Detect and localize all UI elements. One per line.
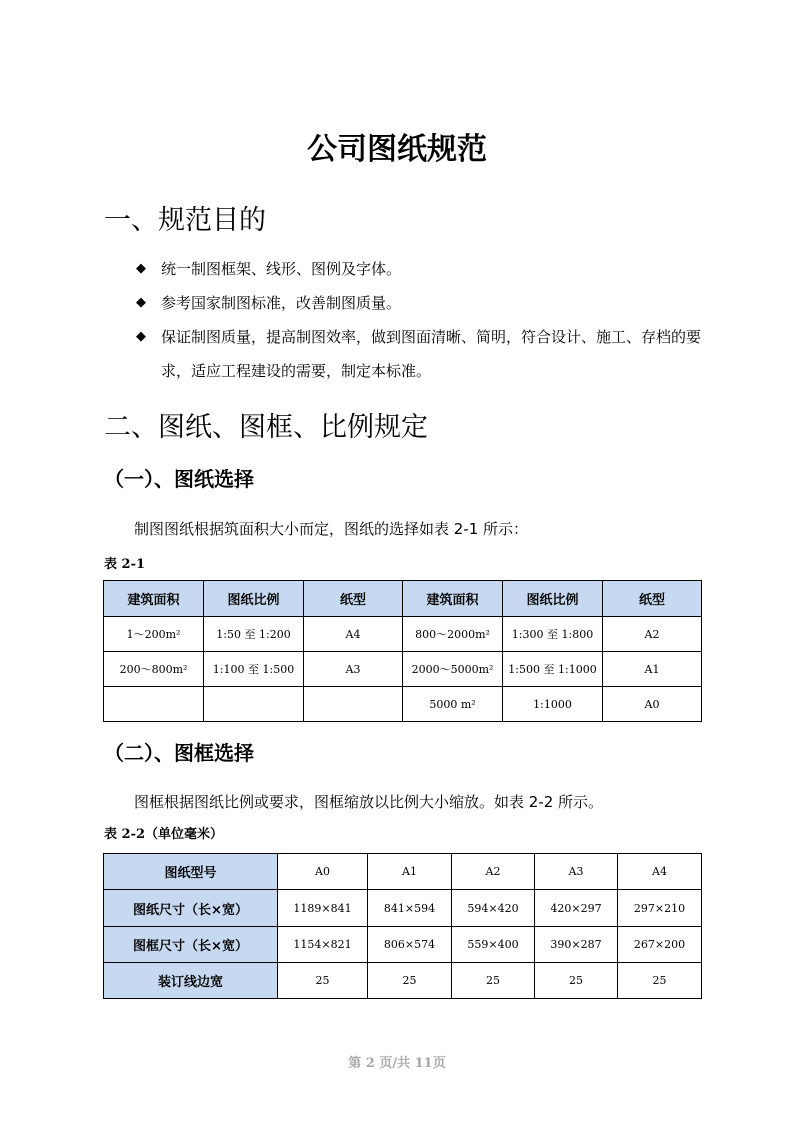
row-label-cell: 图框尺寸（长×宽）	[104, 927, 278, 963]
table-cell: 559×400	[452, 927, 535, 963]
table-cell: A3	[535, 854, 618, 890]
table-cell: 420×297	[535, 890, 618, 927]
header-cell: 建筑面积	[104, 581, 204, 617]
table-cell: 25	[535, 963, 618, 999]
table-cell: 1:500 至 1:1000	[503, 652, 603, 687]
row-label-cell: 图纸型号	[104, 854, 278, 890]
row-label-cell: 装订线边宽	[104, 963, 278, 999]
table-cell: 5000 m²	[403, 687, 503, 722]
table-caption-2-1: 表 2-1	[104, 557, 146, 572]
table-cell: 841×594	[368, 890, 452, 927]
table-cell: 25	[368, 963, 452, 999]
table-cell: A2	[452, 854, 535, 890]
header-cell: 图纸比例	[204, 581, 304, 617]
table-cell: 1:50 至 1:200	[204, 617, 304, 652]
table-cell	[204, 687, 304, 722]
table-row	[104, 890, 702, 927]
subsection-heading-frame: （二）、图框选择	[104, 741, 254, 765]
table-cell: A4	[618, 854, 702, 890]
table-cell: 1189×841	[278, 890, 368, 927]
page-footer: 第 2 页/共 11页	[348, 1056, 446, 1071]
table-cell: A0	[603, 687, 702, 722]
table-row	[104, 963, 702, 999]
bullet-text: 参考国家制图标准，改善制图质量。	[161, 294, 402, 312]
table-row	[104, 652, 702, 687]
table-cell: A3	[304, 652, 403, 687]
header-cell: 纸型	[603, 581, 702, 617]
table-cell: 1:1000	[503, 687, 603, 722]
table-cell: 806×574	[368, 927, 452, 963]
diamond-bullet-icon: ◆	[136, 295, 146, 310]
header-cell: 纸型	[304, 581, 403, 617]
diamond-bullet-icon: ◆	[136, 329, 146, 344]
header-cell: 图纸比例	[503, 581, 603, 617]
table-cell: 1～200m²	[104, 617, 204, 652]
table-cell: 1:100 至 1:500	[204, 652, 304, 687]
table-cell: 800～2000m²	[403, 617, 503, 652]
paragraph-frame: 图框根据图纸比例或要求，图框缩放以比例大小缩放。如表 2-2 所示。	[134, 793, 604, 811]
table-cell: 267×200	[618, 927, 702, 963]
section-heading-paper-frame-scale: 二、图纸、图框、比例规定	[104, 412, 428, 443]
bullet-item	[136, 286, 706, 320]
table-cell	[104, 687, 204, 722]
frame-size-table	[103, 853, 702, 999]
paper-selection-table	[103, 580, 702, 722]
paragraph-paper: 制图图纸根据筑面积大小而定，图纸的选择如表 2-1 所示：	[134, 520, 529, 538]
table-row	[104, 854, 702, 890]
table-cell: A0	[278, 854, 368, 890]
document-title: 公司图纸规范	[307, 132, 487, 167]
table-cell: 1:300 至 1:800	[503, 617, 603, 652]
table-cell: A2	[603, 617, 702, 652]
table-cell: 2000～5000m²	[403, 652, 503, 687]
table-cell: 297×210	[618, 890, 702, 927]
table-row	[104, 687, 702, 722]
table-cell	[304, 687, 403, 722]
diamond-bullet-icon: ◆	[136, 261, 146, 276]
table-cell: 25	[618, 963, 702, 999]
table-cell: A4	[304, 617, 403, 652]
table-cell: A1	[603, 652, 702, 687]
section-heading-purpose: 一、规范目的	[104, 205, 266, 236]
subsection-heading-paper: （一）、图纸选择	[104, 467, 254, 491]
table-caption-2-2: 表 2-2（单位毫米）	[104, 827, 224, 842]
table-header-row	[104, 581, 702, 617]
table-cell: 25	[452, 963, 535, 999]
table-cell: 25	[278, 963, 368, 999]
bullet-text: 统一制图框架、线形、图例及字体。	[161, 260, 402, 278]
bullet-item	[136, 252, 706, 286]
table-row	[104, 927, 702, 963]
header-cell: 建筑面积	[403, 581, 503, 617]
bullet-text: 保证制图质量，提高制图效率，做到图面清晰、简明，符合设计、施工、存档的要求，适应工程建设的需要，制定本标准。	[161, 328, 702, 380]
table-cell: 1154×821	[278, 927, 368, 963]
row-label-cell: 图纸尺寸（长×宽）	[104, 890, 278, 927]
table-cell: 200～800m²	[104, 652, 204, 687]
table-cell: 390×287	[535, 927, 618, 963]
table-row	[104, 617, 702, 652]
table-cell: 594×420	[452, 890, 535, 927]
bullet-item	[136, 320, 706, 388]
table-cell: A1	[368, 854, 452, 890]
